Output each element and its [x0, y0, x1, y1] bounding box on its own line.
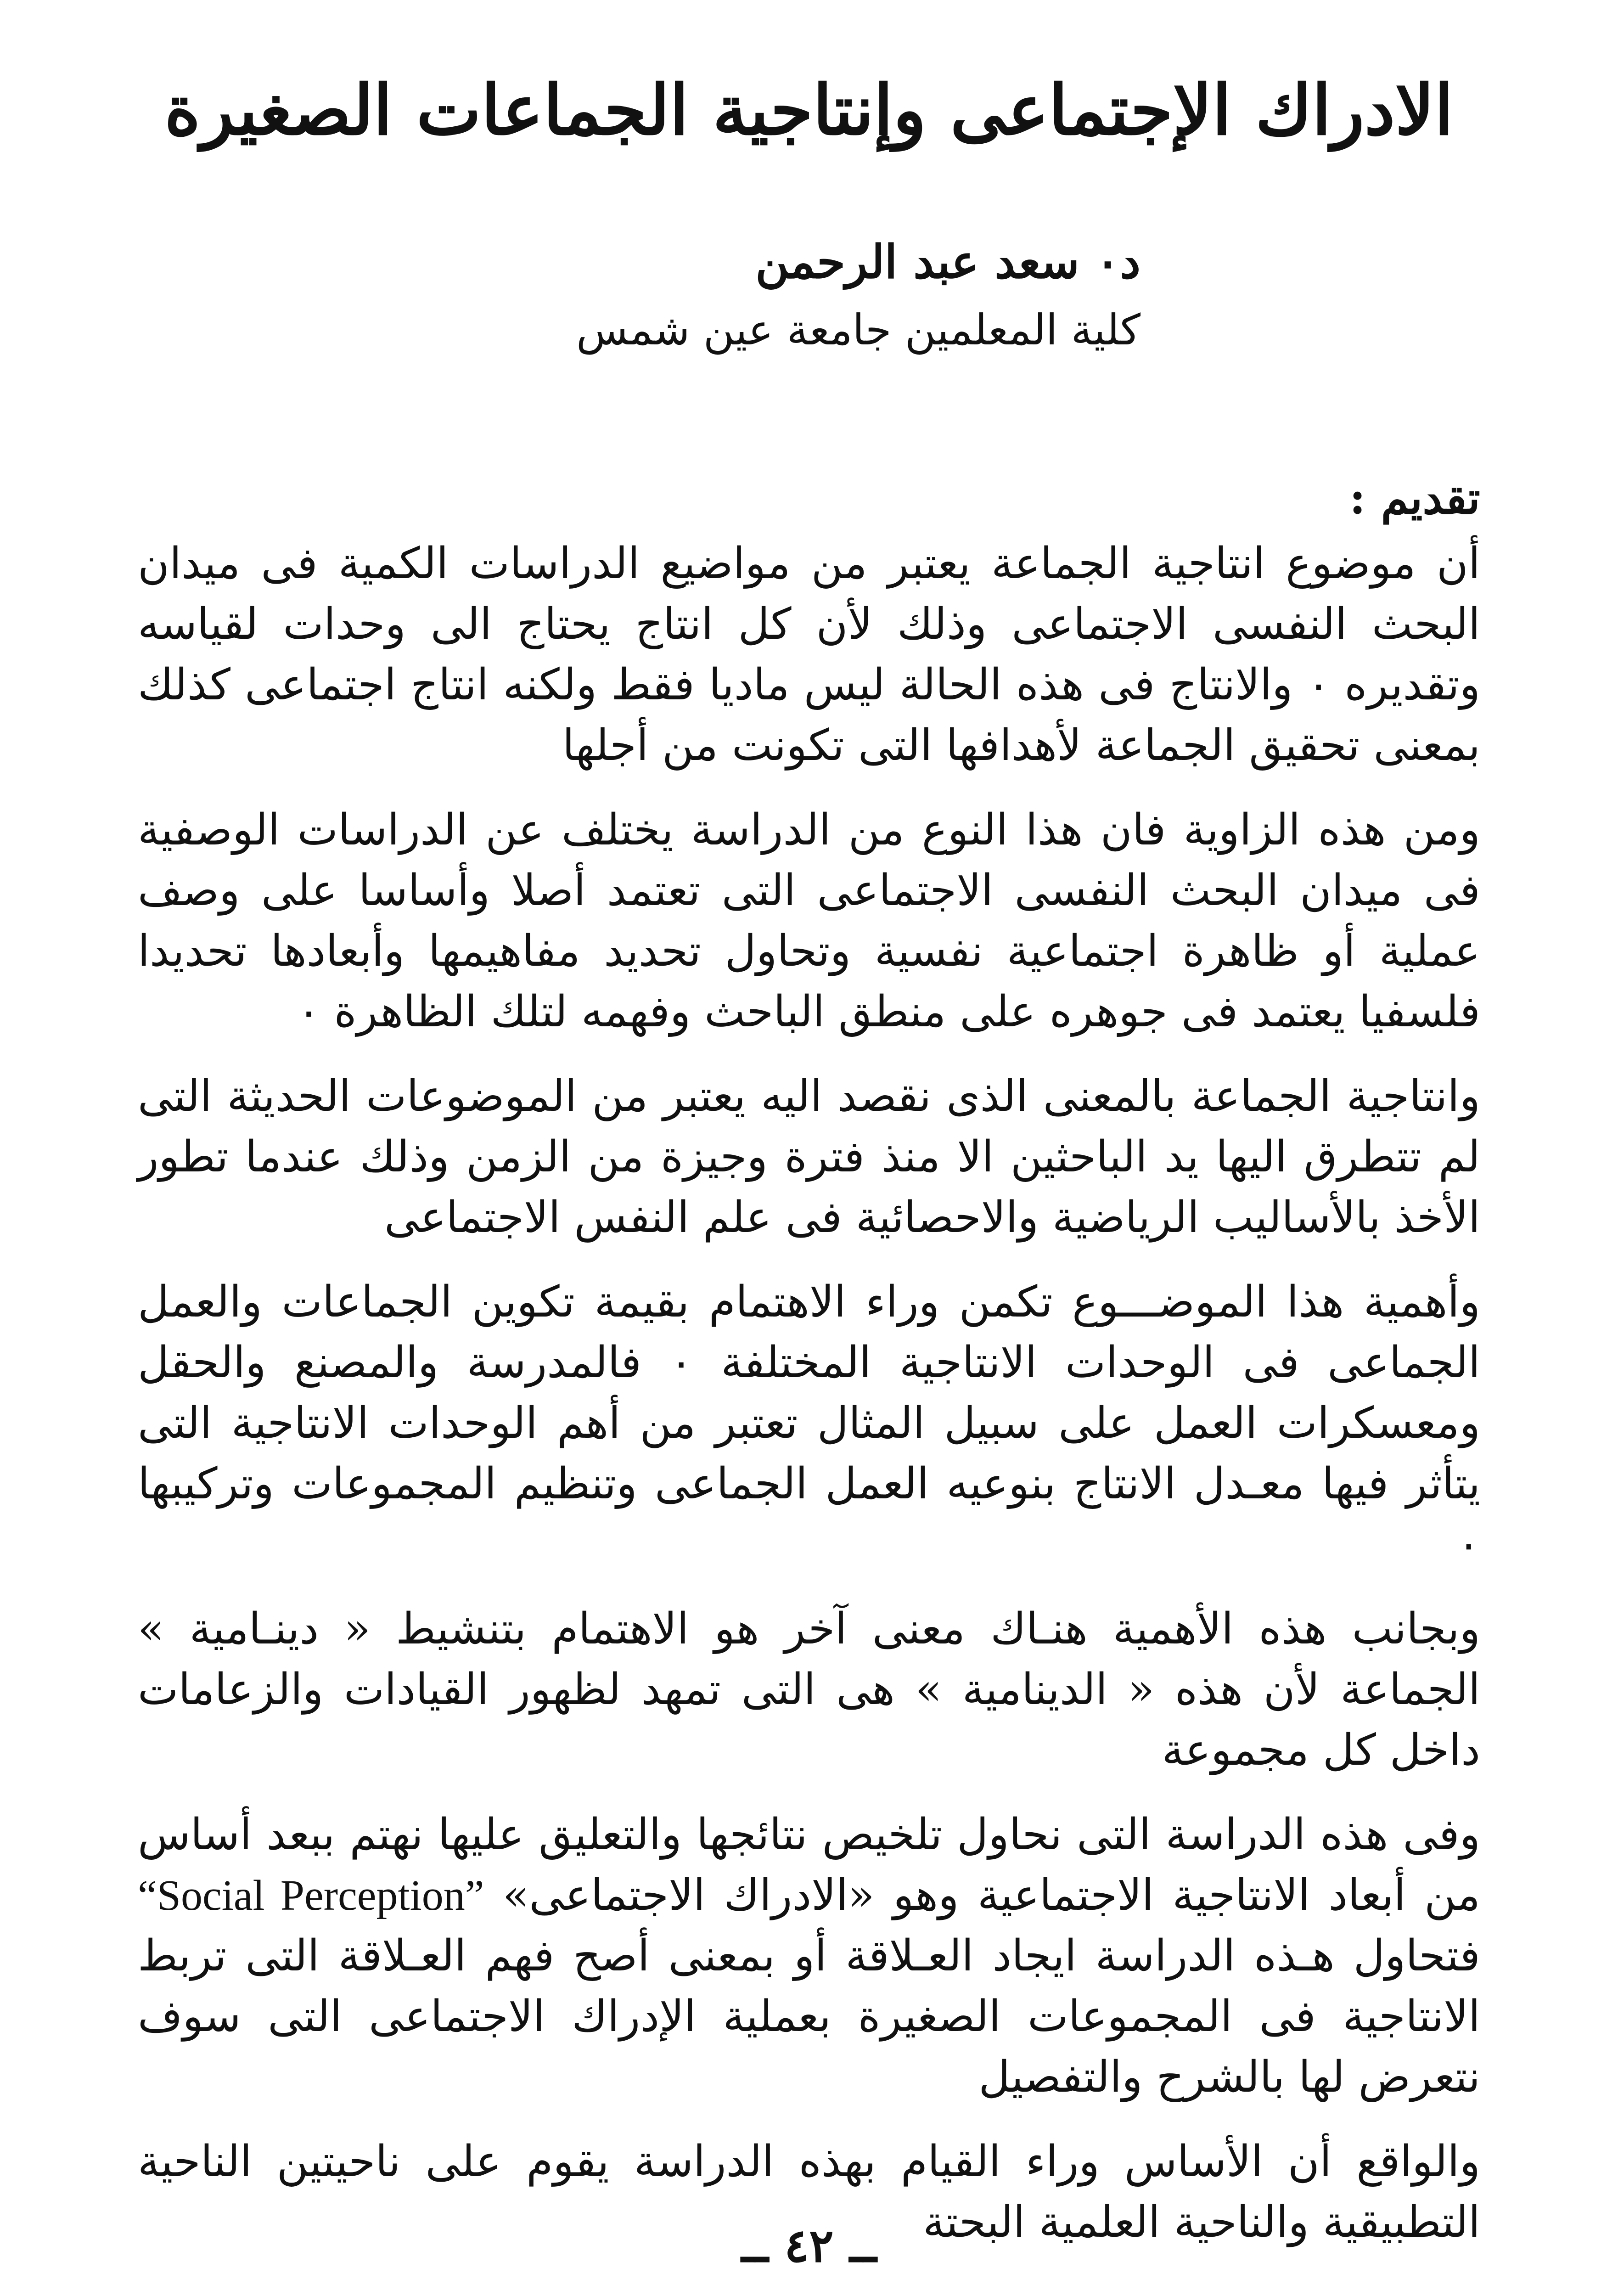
paragraph-2: ومن هذه الزاوية فان هذا النوع من الدراسة يختلف عن الدراسات الوصفية فى ميدان البحث النفسى الاجتماعى التى تعتمد أصلا وأساسا على وصف عملية أو ظاهرة اجتماعية نفسية وتحاول تحديد مفاهيمها وأبعادها تحديدا فلسفيا يعتمد فى جوهره على منطق الباحث وفهمه لتلك الظاهرة ٠	[138, 805, 1480, 1037]
paragraph-6-text-after: فتحاول هـذه الدراسة ايجاد العـلاقة أو بمعنى أصح فهم العـلاقة التى تربط الانتاجية فى المجموعات الصغيرة بعملية الإدراك الاجتماعى التى سوف نتعرض لها بالشرح والتفصيل	[138, 1931, 1480, 2103]
article-title: الادراك الإجتماعى وإنتاجية الجماعات الصغيرة	[164, 70, 1454, 151]
paragraph-3: وانتاجية الجماعة بالمعنى الذى نقصد اليه يعتبر من الموضوعات الحديثة التى لم تتطرق اليها يد الباحثين الا منذ فترة وجيزة من الزمن وذلك عندما تطور الأخذ بالأساليب الرياضية والاحصائية فى علم النفس الاجتماعى	[138, 1071, 1480, 1243]
body-text	[138, 534, 1480, 2253]
paragraph-5: وبجانب هذه الأهمية هنـاك معنى آخر هو الاهتمام بتنشيط « دينـامية » الجماعة لأن هذه « الدينامية » هى التى تمهد لظهور القيادات والزعامات داخل كل مجموعة	[138, 1604, 1480, 1776]
paragraph-4: وأهمية هذا الموضـــوع تكمن وراء الاهتمام بقيمة تكوين الجماعات والعمل الجماعى فى الوحدات الانتاجية المختلفة ٠ فالمدرسة والمصنع والحقل ومعسكرات العمل على سبيل المثال تعتبر من أهم الوحدات الانتاجية التى يتأثر فيها معـدل الانتاج بنوعيه العمل الجماعى وتنظيم المجموعات وتركيبها ٠	[138, 1277, 1480, 1570]
paragraph-7: والواقع أن الأساس وراء القيام بهذه الدراسة يقوم على ناحيتين الناحية التطبيقية والناحية العلمية البحتة	[138, 2137, 1480, 2248]
paragraph-6-text-before: وفى هذه الدراسة التى نحاول تلخيص نتائجها والتعليق عليها نهتم ببعد أساس من أبعاد الانتاجية الاجتماعية وهو «الادراك الاجتماعى»	[138, 1810, 1480, 1921]
page-number: ــ ٤٢ ــ	[741, 2218, 877, 2273]
author-name: د٠ سعد عبد الرحمن	[755, 235, 1140, 289]
paragraph-1: أن موضوع انتاجية الجماعة يعتبر من مواضيع الدراسات الكمية فى ميدان البحث النفسى الاجتماعى وذلك لأن كل انتاج يحتاج الى وحدات لقياسه وتقديره ٠ والانتاج فى هذه الحالة ليس ماديا فقط ولكنه انتاج اجتماعى كذلك بمعنى تحقيق الجماعة لأهدافها التى تكونت من أجلها	[138, 539, 1480, 771]
section-heading-introduction: تقديم :	[1349, 472, 1480, 524]
english-term-social-perception: “Social Perception”	[138, 1872, 484, 1920]
author-block	[138, 230, 1480, 362]
author-affiliation: كلية المعلمين جامعة عين شمس	[576, 305, 1140, 355]
paragraph-6	[138, 1805, 1480, 2108]
